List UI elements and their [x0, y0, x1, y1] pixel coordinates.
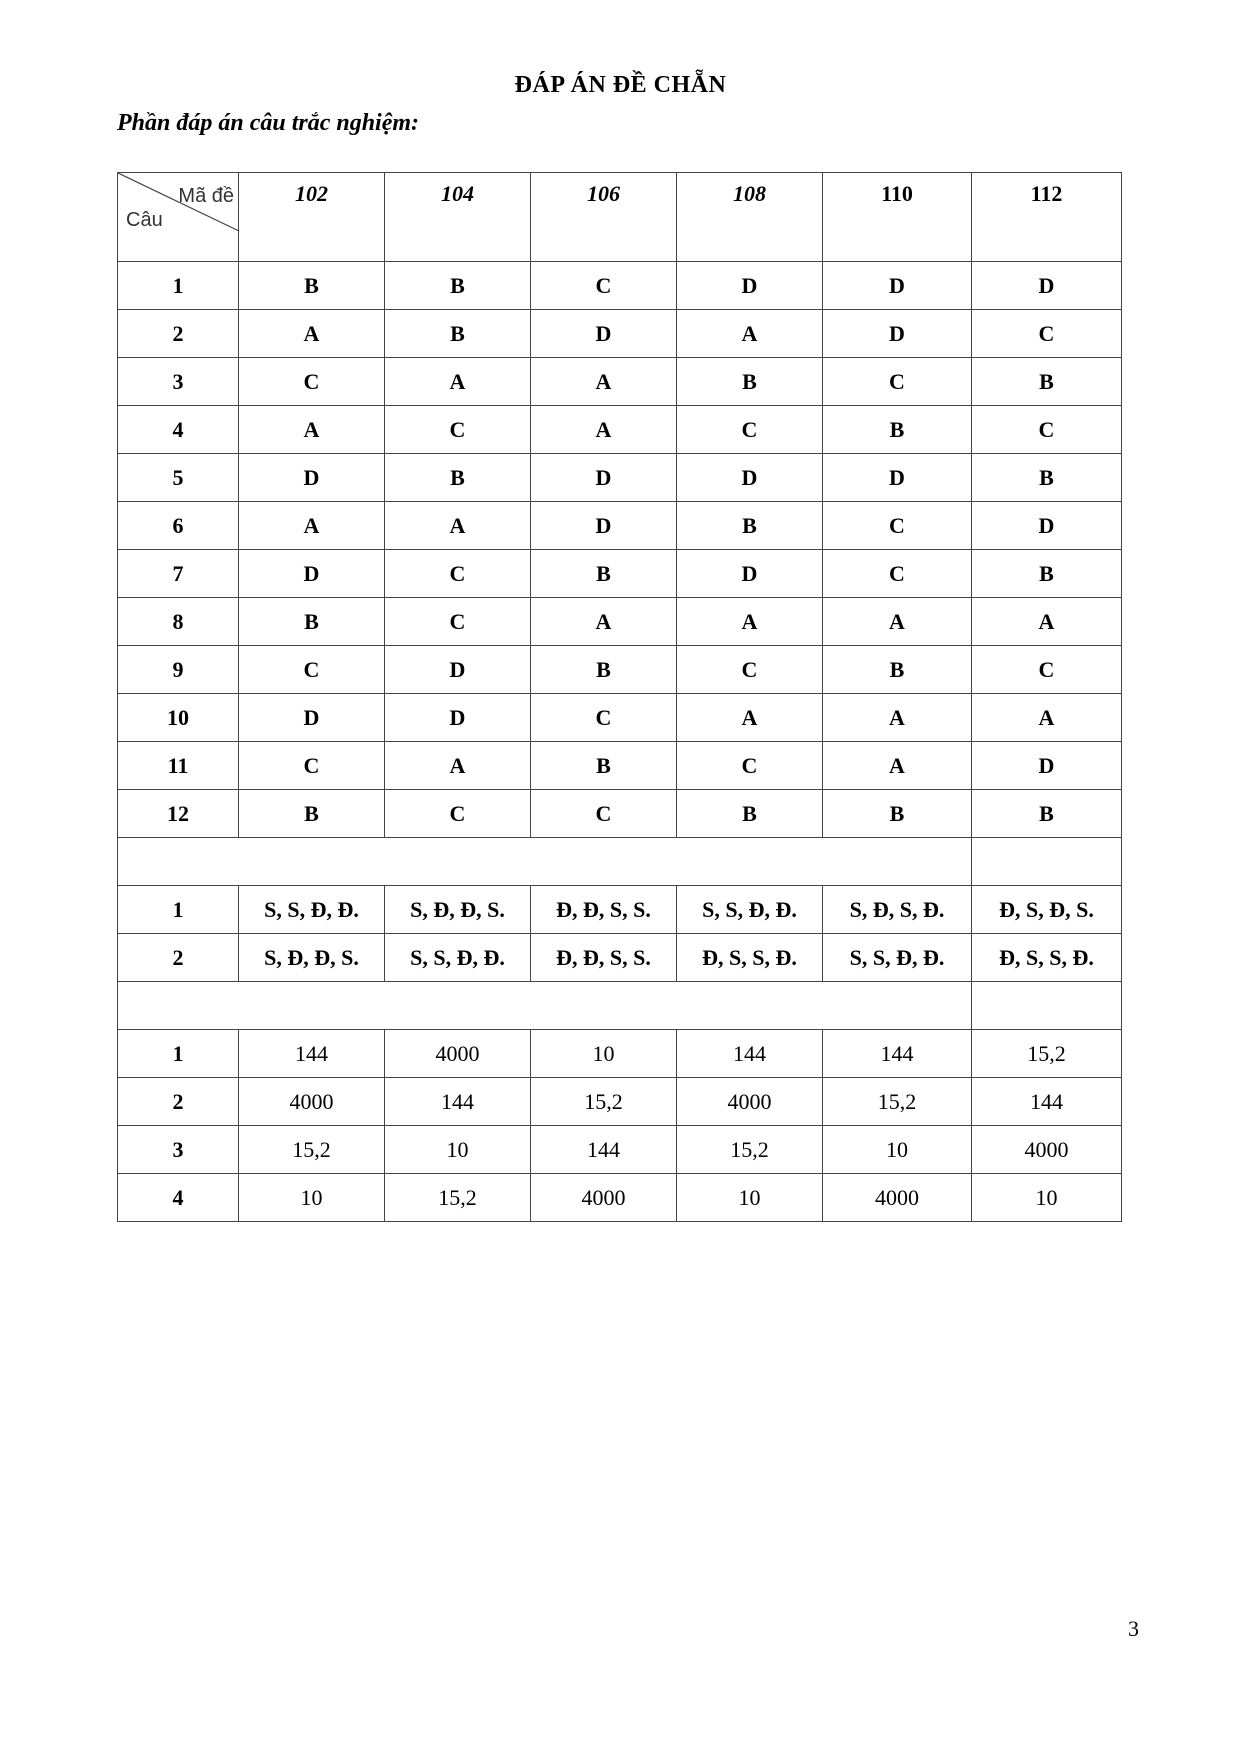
answer-cell: B — [677, 502, 823, 550]
question-number: 6 — [118, 502, 239, 550]
table-row — [118, 1030, 1122, 1078]
answer-cell: C — [385, 550, 531, 598]
table-row — [118, 310, 1122, 358]
answer-cell: 15,2 — [823, 1078, 972, 1126]
question-number: 2 — [118, 934, 239, 982]
answer-cell: C — [239, 742, 385, 790]
answer-cell: C — [531, 790, 677, 838]
answer-cell: 4000 — [677, 1078, 823, 1126]
answer-cell: 10 — [972, 1174, 1122, 1222]
table-row — [118, 1078, 1122, 1126]
answer-cell: D — [972, 262, 1122, 310]
separator-cell — [118, 982, 972, 1030]
header-code: 110 — [823, 173, 972, 262]
answer-cell: 15,2 — [531, 1078, 677, 1126]
answer-cell: D — [823, 262, 972, 310]
answer-cell: 15,2 — [677, 1126, 823, 1174]
table-row — [118, 886, 1122, 934]
answer-cell: B — [531, 550, 677, 598]
corner-label-code: Mã đề — [178, 185, 234, 207]
section-subtitle: Phần đáp án câu trắc nghiệm: — [117, 110, 420, 136]
answer-cell: 10 — [677, 1174, 823, 1222]
answer-cell: 144 — [823, 1030, 972, 1078]
answer-cell: B — [972, 550, 1122, 598]
answer-cell: A — [385, 742, 531, 790]
answer-cell: 4000 — [385, 1030, 531, 1078]
question-number: 9 — [118, 646, 239, 694]
answer-cell: A — [385, 358, 531, 406]
answer-cell: A — [239, 406, 385, 454]
answer-cell: D — [531, 454, 677, 502]
answer-cell: 4000 — [531, 1174, 677, 1222]
answer-cell: C — [239, 358, 385, 406]
answer-cell: D — [972, 742, 1122, 790]
table-row — [118, 406, 1122, 454]
answer-cell: B — [677, 358, 823, 406]
answer-cell: Đ, Đ, S, S. — [531, 886, 677, 934]
answer-cell: Đ, S, S, Đ. — [972, 934, 1122, 982]
answer-cell: B — [531, 742, 677, 790]
answer-cell: 10 — [823, 1126, 972, 1174]
table-row — [118, 1126, 1122, 1174]
answer-cell: B — [385, 310, 531, 358]
answer-cell: A — [531, 358, 677, 406]
answer-cell: A — [677, 694, 823, 742]
answer-cell: C — [385, 598, 531, 646]
answer-cell: A — [823, 694, 972, 742]
answer-cell: B — [385, 454, 531, 502]
table-row — [118, 646, 1122, 694]
answer-cell: B — [239, 598, 385, 646]
answer-cell: S, Đ, Đ, S. — [385, 886, 531, 934]
answer-cell: 144 — [531, 1126, 677, 1174]
question-number: 2 — [118, 310, 239, 358]
question-number: 3 — [118, 1126, 239, 1174]
answer-cell: S, Đ, S, Đ. — [823, 886, 972, 934]
separator-cell — [972, 838, 1122, 886]
answer-cell: 15,2 — [385, 1174, 531, 1222]
answer-cell: B — [972, 358, 1122, 406]
answer-cell: C — [823, 358, 972, 406]
answer-cell: 4000 — [239, 1078, 385, 1126]
answer-cell: C — [531, 262, 677, 310]
answer-cell: 144 — [239, 1030, 385, 1078]
question-number: 1 — [118, 886, 239, 934]
corner-cell — [118, 173, 239, 262]
answer-cell: D — [385, 646, 531, 694]
answer-cell: 15,2 — [239, 1126, 385, 1174]
answer-cell: S, S, Đ, Đ. — [677, 886, 823, 934]
table-row — [118, 358, 1122, 406]
question-number: 4 — [118, 406, 239, 454]
section-separator-row — [118, 838, 1122, 886]
question-number: 3 — [118, 358, 239, 406]
answer-cell: C — [531, 694, 677, 742]
table-row — [118, 550, 1122, 598]
answer-cell: B — [677, 790, 823, 838]
answer-cell: C — [972, 310, 1122, 358]
answer-cell: D — [239, 454, 385, 502]
answer-cell: S, Đ, Đ, S. — [239, 934, 385, 982]
answer-cell: D — [823, 310, 972, 358]
answer-cell: C — [677, 742, 823, 790]
answer-cell: C — [972, 646, 1122, 694]
answer-cell: A — [239, 502, 385, 550]
page-number: 3 — [1128, 1616, 1139, 1641]
answer-cell: S, S, Đ, Đ. — [239, 886, 385, 934]
answer-cell: C — [823, 502, 972, 550]
answer-cell: B — [531, 646, 677, 694]
answer-cell: D — [385, 694, 531, 742]
answer-cell: A — [823, 598, 972, 646]
table-row — [118, 934, 1122, 982]
answer-table — [117, 172, 1122, 1222]
header-code: 108 — [677, 173, 823, 262]
question-number: 10 — [118, 694, 239, 742]
table-row — [118, 454, 1122, 502]
answer-cell: C — [677, 406, 823, 454]
header-row — [118, 173, 1122, 262]
separator-cell — [972, 982, 1122, 1030]
table-row — [118, 1174, 1122, 1222]
answer-cell: B — [972, 790, 1122, 838]
table-row — [118, 742, 1122, 790]
header-code: 112 — [972, 173, 1122, 262]
answer-cell: B — [823, 790, 972, 838]
answer-cell: 15,2 — [972, 1030, 1122, 1078]
answer-cell: C — [823, 550, 972, 598]
answer-cell: 144 — [972, 1078, 1122, 1126]
question-number: 2 — [118, 1078, 239, 1126]
answer-cell: C — [385, 406, 531, 454]
answer-cell: S, S, Đ, Đ. — [823, 934, 972, 982]
answer-cell: B — [239, 262, 385, 310]
answer-cell: A — [531, 406, 677, 454]
answer-cell: 10 — [385, 1126, 531, 1174]
answer-cell: 4000 — [823, 1174, 972, 1222]
answer-table-body — [118, 173, 1122, 1222]
answer-cell: C — [677, 646, 823, 694]
answer-cell: A — [972, 598, 1122, 646]
answer-cell: D — [823, 454, 972, 502]
header-code: 102 — [239, 173, 385, 262]
answer-cell: A — [823, 742, 972, 790]
table-row — [118, 790, 1122, 838]
answer-cell: 10 — [531, 1030, 677, 1078]
table-row — [118, 598, 1122, 646]
answer-cell: B — [385, 262, 531, 310]
answer-cell: D — [677, 550, 823, 598]
separator-cell — [118, 838, 972, 886]
question-number: 7 — [118, 550, 239, 598]
question-number: 11 — [118, 742, 239, 790]
table-row — [118, 502, 1122, 550]
answer-cell: Đ, S, S, Đ. — [677, 934, 823, 982]
answer-cell: B — [239, 790, 385, 838]
question-number: 8 — [118, 598, 239, 646]
question-number: 1 — [118, 1030, 239, 1078]
answer-cell: 10 — [239, 1174, 385, 1222]
answer-cell: A — [385, 502, 531, 550]
question-number: 4 — [118, 1174, 239, 1222]
answer-cell: S, S, Đ, Đ. — [385, 934, 531, 982]
answer-cell: C — [385, 790, 531, 838]
question-number: 12 — [118, 790, 239, 838]
answer-cell: 4000 — [972, 1126, 1122, 1174]
answer-cell: D — [239, 550, 385, 598]
answer-cell: D — [677, 262, 823, 310]
answer-cell: C — [239, 646, 385, 694]
section-separator-row — [118, 982, 1122, 1030]
answer-cell: A — [677, 310, 823, 358]
answer-cell: A — [677, 598, 823, 646]
question-number: 1 — [118, 262, 239, 310]
answer-cell: D — [531, 502, 677, 550]
answer-cell: D — [972, 502, 1122, 550]
page-title: ĐÁP ÁN ĐỀ CHẴN — [514, 72, 727, 98]
question-number: 5 — [118, 454, 239, 502]
answer-cell: D — [677, 454, 823, 502]
answer-cell: B — [823, 406, 972, 454]
answer-cell: B — [823, 646, 972, 694]
corner-label-question: Câu — [126, 209, 163, 231]
answer-cell: B — [972, 454, 1122, 502]
answer-cell: A — [972, 694, 1122, 742]
answer-cell: 144 — [385, 1078, 531, 1126]
answer-cell: Đ, Đ, S, S. — [531, 934, 677, 982]
table-row — [118, 694, 1122, 742]
header-code: 106 — [531, 173, 677, 262]
answer-cell: A — [239, 310, 385, 358]
answer-cell: C — [972, 406, 1122, 454]
answer-cell: D — [531, 310, 677, 358]
answer-cell: 144 — [677, 1030, 823, 1078]
table-row — [118, 262, 1122, 310]
header-code: 104 — [385, 173, 531, 262]
answer-cell: D — [239, 694, 385, 742]
answer-cell: Đ, S, Đ, S. — [972, 886, 1122, 934]
answer-cell: A — [531, 598, 677, 646]
